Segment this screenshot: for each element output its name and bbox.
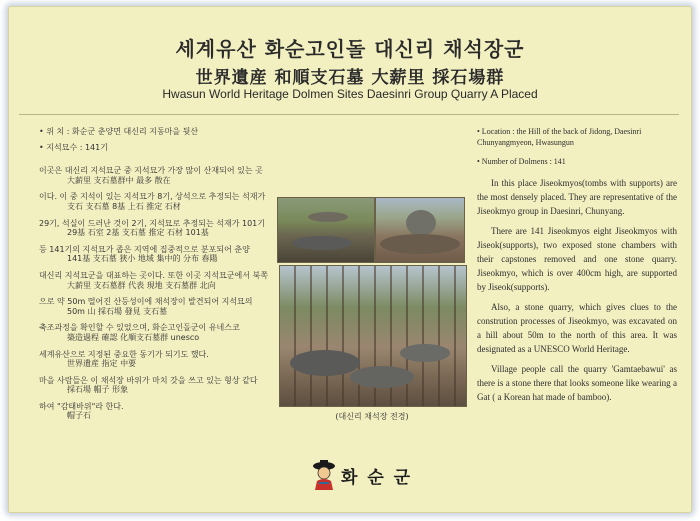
- korean-line: 29기, 석실이 드러난 것이 2기, 지석묘로 추정되는 석재가 101기: [39, 218, 265, 228]
- location-ko: • 위 치 : 화순군 춘양면 대신리 지동마을 뒷산: [39, 127, 199, 136]
- korean-line: 대신리 지석묘군을 대표하는 곳이다. 또한 이곳 지석묘군에서 북쪽: [39, 270, 268, 280]
- information-board: [8, 6, 692, 513]
- logo-text: 화 순 군: [341, 468, 413, 488]
- korean-line: 등 141기의 지석묘가 좁은 지역에 집중적으로 분포되어 춘양: [39, 244, 250, 254]
- hanja-gloss-line: 大薪里 支石墓群 代表 現地 支石墓群 北向: [67, 280, 216, 290]
- hanja-gloss-line: 50m 山 採石場 發見 支石墓: [67, 306, 168, 316]
- dolmen-count-en: • Number of Dolmens : 141: [477, 156, 566, 166]
- english-paragraph: There are 141 Jiseokmyos eight Jiseokmyos with Jiseok(supports), two exposed stone chambers with their capstones removed and one stone quarry. Jiseokmyo, which is over 400cm high, are supported by Jiseok(supports).: [477, 226, 677, 292]
- hanja-gloss-line: 大薪里 支石墓群中 最多 散在: [67, 175, 171, 185]
- hwasun-logo: [311, 455, 431, 495]
- quarry-photo-3: [279, 265, 467, 407]
- korean-line: 으로 약 50m 떨어진 산등성이에 채석장이 발견되어 지석묘의: [39, 297, 253, 307]
- korean-text-block: [39, 166, 271, 421]
- hanja-gloss-line: 世界遺産 指定 中要: [67, 359, 137, 369]
- korean-line: 하여 "감태바위"라 한다.: [39, 401, 124, 411]
- korean-line: 이다. 이 중 지석이 있는 지석묘가 8기, 상석으로 추정되는 석재가: [39, 192, 266, 202]
- dolmen-count-ko: • 지석묘수 : 141기: [39, 142, 108, 152]
- hanja-gloss-line: 29基 石室 2基 支石墓 推定 石材 101基: [67, 228, 209, 238]
- hanja-gloss-line: 採石場 帽子 形象: [67, 385, 129, 395]
- title-english: Hwasun World Heritage Dolmen Sites Daesinri Group Quarry A Placed: [162, 87, 538, 101]
- quarry-photo-1: [277, 197, 375, 263]
- quarry-photo-2: [375, 197, 465, 263]
- hanja-gloss-line: 支石 支石墓 8基 上石 推定 石材: [67, 201, 181, 211]
- title-korean: 세계유산 화순고인돌 대신리 채석장군: [175, 37, 525, 61]
- hanja-gloss-line: 築造過程 確認 化順支石墓群 unesco: [67, 332, 200, 342]
- korean-line: 마을 사람들은 이 채석장 바위가 마치 갓을 쓰고 있는 형상 같다: [39, 375, 258, 385]
- english-description: [477, 127, 677, 410]
- english-paragraph: Also, a stone quarry, which gives clues to the constrution processes of Jiseokmyo, was excavated on a hill about 50m to the north of this area. It was designated as a UNESCO World Heritage.: [477, 301, 677, 354]
- korean-line: 이곳은 대신리 지석묘군 중 지석묘가 가장 많이 산재되어 있는 곳: [39, 166, 263, 176]
- divider: [19, 114, 679, 115]
- mascot-icon: [311, 459, 337, 491]
- korean-line: 세계유산으로 지정된 중요한 동기가 되기도 했다.: [39, 349, 209, 359]
- hanja-gloss-line: 141基 支石墓 狹小 地域 集中的 分布 春陽: [67, 254, 218, 264]
- english-text-block: [477, 177, 677, 404]
- english-paragraph: In this place Jiseokmyos(tombs with supports) are the most densely placed. They are representative of the Jiseokmyo group in Daesinri, Chunyang.: [477, 178, 677, 217]
- korean-line: 축조과정을 확인할 수 있었으며, 화순고인돌군이 유네스코: [39, 323, 240, 333]
- korean-description: [39, 127, 271, 428]
- photo-caption: (대신리 채석장 전경): [335, 412, 409, 421]
- location-en: • Location : the Hill of the back of Jidong, Daesinri Chunyangmyeon, Hwasungun: [477, 127, 642, 147]
- hanja-gloss-line: 帽子石: [67, 411, 91, 421]
- title-hanja: 世界遺産 和順支石墓 大薪里 採石場群: [195, 68, 505, 88]
- english-paragraph: Village people call the quarry 'Gamtaebawui' as there is a stone there that looks someone like wearing a Gat ( a Korean hat made of bamboo).: [477, 363, 677, 402]
